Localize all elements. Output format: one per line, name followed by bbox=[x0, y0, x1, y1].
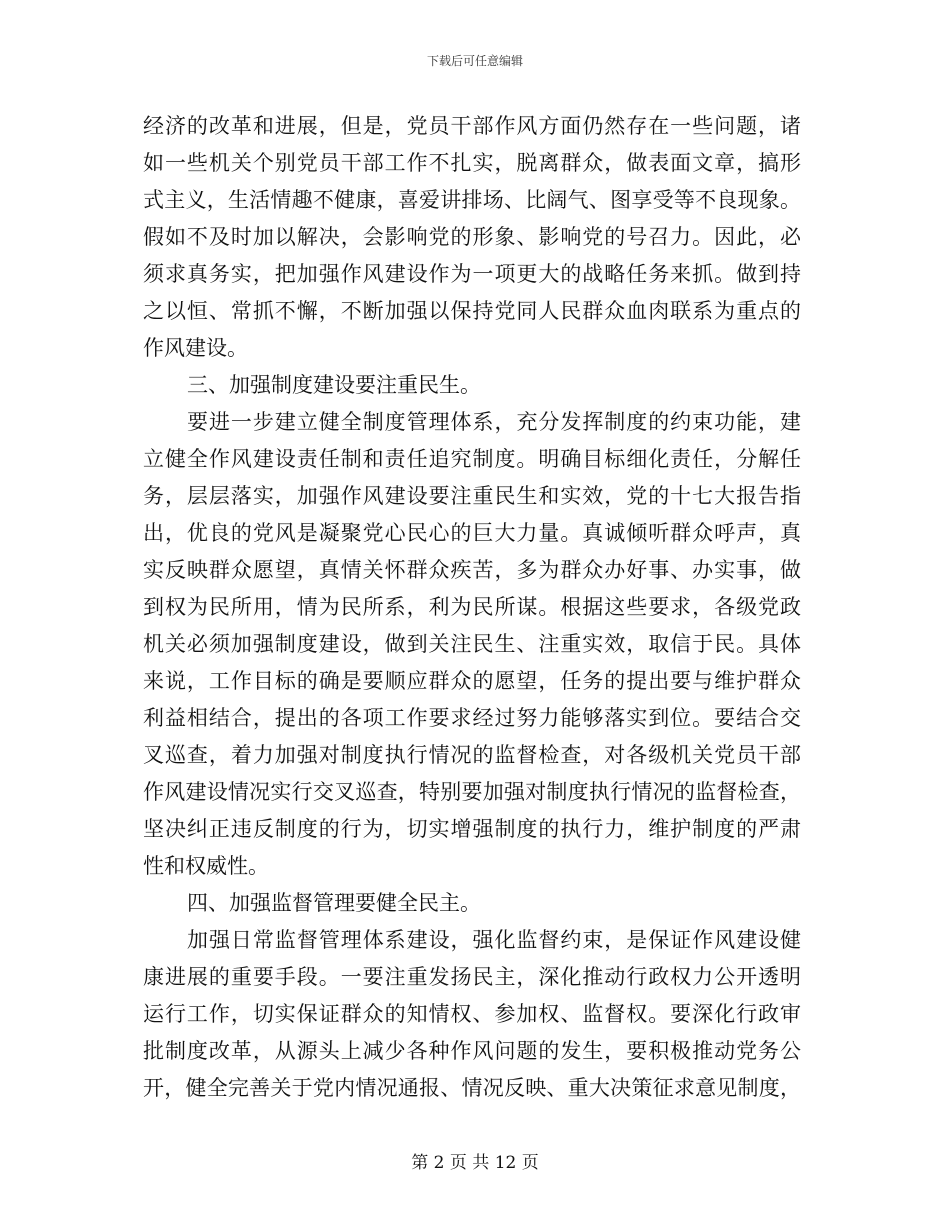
section-heading: 三、加强制度建设要注重民生。 bbox=[187, 373, 481, 397]
text-line: 如一些机关个别党员干部工作不扎实，脱离群众，做表面文章，搞形 bbox=[143, 151, 801, 175]
page-number-footer: 第 2 页 共 12 页 bbox=[411, 1153, 539, 1173]
text-line: 作风建设。 bbox=[143, 336, 248, 360]
document-body bbox=[143, 108, 801, 1107]
text-line: 到权为民所用，情为民所系，利为民所谋。根据这些要求，各级党政 bbox=[143, 595, 801, 619]
text-line: 康进展的重要手段。一要注重发扬民主，深化推动行政权力公开透明 bbox=[143, 965, 801, 989]
text-line: 务，层层落实，加强作风建设要注重民生和实效，党的十七大报告指 bbox=[143, 484, 801, 508]
text-line: 加强日常监督管理体系建设，强化监督约束，是保证作风建设健 bbox=[187, 928, 801, 952]
text-line: 机关必须加强制度建设，做到关注民生、注重实效，取信于民。具体 bbox=[143, 632, 801, 656]
text-line: 开，健全完善关于党内情况通报、情况反映、重大决策征求意见制度， bbox=[143, 1076, 801, 1100]
text-line: 假如不及时加以解决，会影响党的形象、影响党的号召力。因此，必 bbox=[143, 225, 801, 249]
text-line: 出，优良的党风是凝聚党心民心的巨大力量。真诚倾听群众呼声，真 bbox=[143, 521, 801, 545]
text-line: 式主义，生活情趣不健康，喜爱讲排场、比阔气、图享受等不良现象。 bbox=[143, 188, 801, 212]
text-line: 经济的改革和进展，但是，党员干部作风方面仍然存在一些问题，诸 bbox=[143, 114, 801, 138]
text-line: 立健全作风建设责任制和责任追究制度。明确目标细化责任，分解任 bbox=[143, 447, 801, 471]
text-line: 坚决纠正违反制度的行为，切实增强制度的执行力，维护制度的严肃 bbox=[143, 817, 801, 841]
text-line: 作风建设情况实行交叉巡查，特别要加强对制度执行情况的监督检查， bbox=[143, 780, 801, 804]
text-line: 性和权威性。 bbox=[143, 854, 269, 878]
text-line: 叉巡查，着力加强对制度执行情况的监督检查，对各级机关党员干部 bbox=[143, 743, 801, 767]
text-line: 实反映群众愿望，真情关怀群众疾苦，多为群众办好事、办实事，做 bbox=[143, 558, 801, 582]
text-line: 要进一步建立健全制度管理体系，充分发挥制度的约束功能，建 bbox=[187, 410, 801, 434]
text-line: 运行工作，切实保证群众的知情权、参加权、监督权。要深化行政审 bbox=[143, 1002, 801, 1026]
page-header: 下载后可任意编辑 bbox=[426, 54, 523, 68]
text-line: 之以恒、常抓不懈，不断加强以保持党同人民群众血肉联系为重点的 bbox=[143, 299, 801, 323]
text-line: 批制度改革，从源头上减少各种作风问题的发生，要积极推动党务公 bbox=[143, 1039, 801, 1063]
section-heading: 四、加强监督管理要健全民主。 bbox=[187, 891, 481, 915]
text-line: 利益相结合，提出的各项工作要求经过努力能够落实到位。要结合交 bbox=[143, 706, 801, 730]
text-line: 来说，工作目标的确是要顺应群众的愿望，任务的提出要与维护群众 bbox=[143, 669, 801, 693]
text-line: 须求真务实，把加强作风建设作为一项更大的战略任务来抓。做到持 bbox=[143, 262, 801, 286]
